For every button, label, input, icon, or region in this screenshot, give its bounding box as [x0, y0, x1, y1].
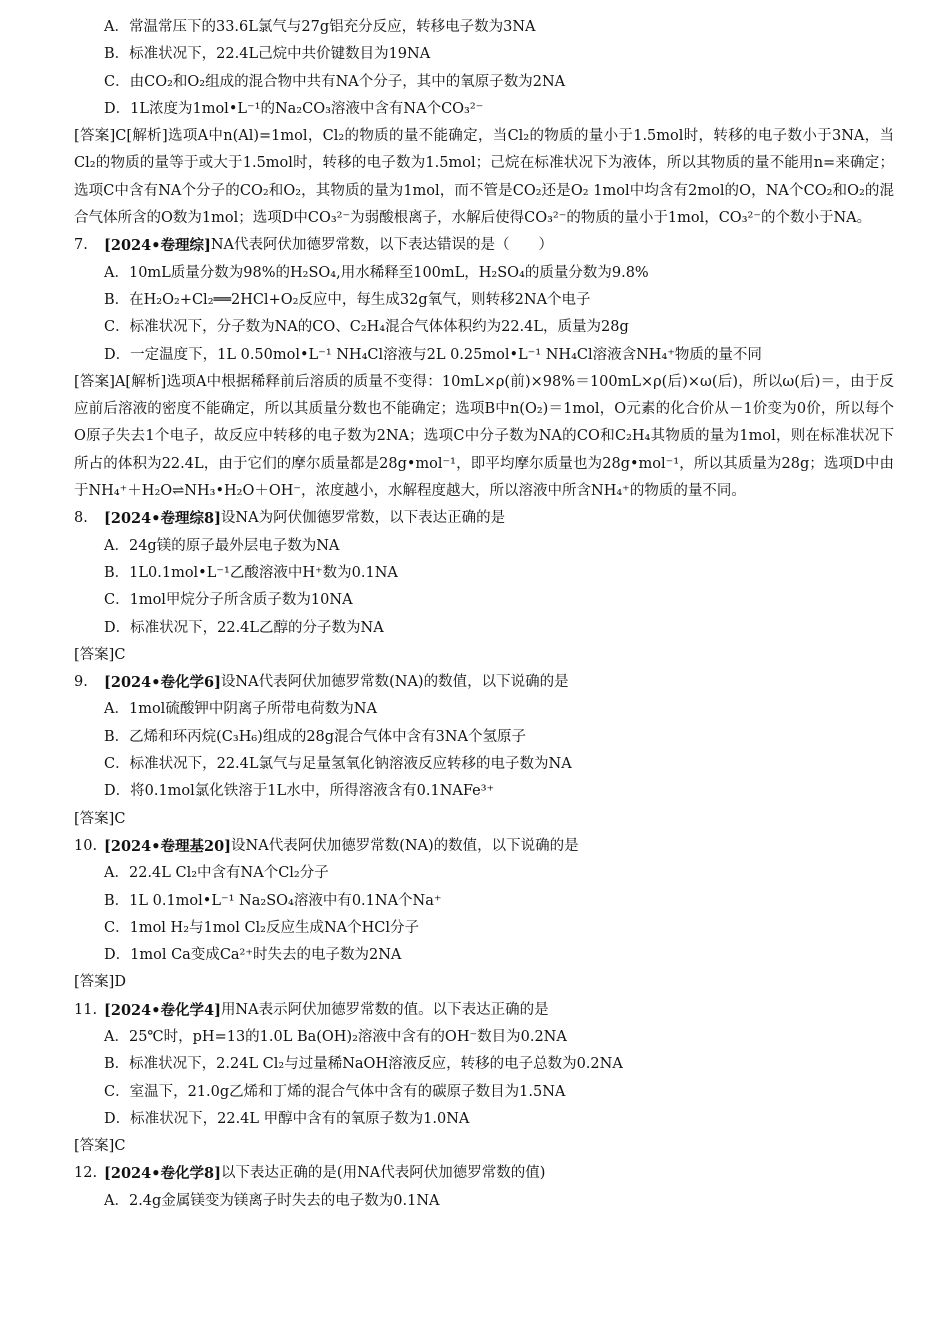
question-12	[74, 1160, 894, 1215]
option-d: D．一定温度下，1L 0.50mol•L⁻¹ NH₄Cl溶液与2L 0.25mol•L⁻¹ NH₄Cl溶液含NH₄⁺物质的量不同	[104, 346, 762, 363]
q6-answer: [答案]C[解析]选项A中n(Al)=1mol，Cl₂的物质的量不能确定，当Cl₂的物质的量小于1.5mol时，转移的电子数小于3NA，当Cl₂的物质的量等于或大于1.5mol时，转移的电子数为1.5mol；己烷在标准状况下为液体，所以其物质的量不能用n=来确定；选项C中含有NA个分子的CO₂和O₂，其物质的量为1mol，而不管是CO₂还是O₂ 1mol中均含有2mol的O，NA个CO₂和O₂的混合气体所含的O数为1mol；选项D中CO₃²⁻为弱酸根离子，水解后使得CO₃²⁻的物质的量小于1mol，CO₃²⁻的个数小于NA。	[74, 128, 894, 227]
question-source: [2024•卷理基20]	[104, 837, 232, 855]
option-a: A．常温常压下的33.6L氯气与27g铝充分反应，转移电子数为3NA	[104, 19, 536, 35]
q6-options	[74, 14, 894, 123]
option-b: B．1L0.1mol•L⁻¹乙酸溶液中H⁺数为0.1NA	[104, 564, 398, 581]
question-7	[74, 232, 894, 505]
question-number: 12.	[74, 1165, 98, 1182]
question-source: [2024•卷化学8]	[104, 1165, 221, 1183]
question-stem: 以下表达正确的是(用NA代表阿伏加德罗常数的值)	[220, 1165, 546, 1182]
option-b: B．在H₂O₂+Cl₂══2HCl+O₂反应中，每生成32g氧气，则转移2NA个电子	[104, 291, 591, 308]
question-stem: 用NA表示阿伏加德罗常数的值。以下表达正确的是	[220, 1001, 549, 1018]
option-a: A．2.4g金属镁变为镁离子时失去的电子数为0.1NA	[104, 1192, 440, 1209]
option-c: C．标准状况下，22.4L氯气与足量氢氧化钠溶液反应转移的电子数为NA	[104, 756, 572, 773]
option-c: C．室温下，21.0g乙烯和丁烯的混合气体中含有的碳原子数目为1.5NA	[104, 1083, 566, 1100]
question-number: 11.	[74, 1001, 98, 1018]
option-c: C．1mol H₂与1mol Cl₂反应生成NA个HCl分子	[104, 919, 420, 936]
question-header	[74, 833, 894, 860]
option-d: D．将0.1mol氯化铁溶于1L水中，所得溶液含有0.1NAFe³⁺	[104, 783, 495, 800]
question-stem: 设NA代表阿伏加德罗常数(NA)的数值，以下说确的是	[231, 837, 579, 854]
question-number: 7.	[74, 237, 88, 254]
answer: [答案]C	[74, 1138, 126, 1155]
option-d: D．标准状况下，22.4L 甲醇中含有的氧原子数为1.0NA	[104, 1110, 470, 1127]
option-b: B．标准状况下，2.24L Cl₂与过量稀NaOH溶液反应，转移的电子总数为0.2NA	[104, 1056, 623, 1073]
option-d: D．1mol Ca变成Ca²⁺时失去的电子数为2NA	[104, 947, 402, 964]
option-c: C．由CO₂和O₂组成的混合物中共有NA个分子，其中的氧原子数为2NA	[104, 73, 566, 90]
question-stem: 设NA为阿伏伽德罗常数，以下表达正确的是	[220, 510, 506, 527]
option-c: C．1mol甲烷分子所含质子数为10NA	[104, 592, 353, 609]
option-d: D．1L浓度为1mol•L⁻¹的Na₂CO₃溶液中含有NA个CO₃²⁻	[104, 100, 484, 117]
question-header	[74, 997, 894, 1024]
answer: [答案]C	[74, 646, 126, 663]
question-header	[74, 1160, 894, 1187]
option-c: C．标准状况下，分子数为NA的CO、C₂H₄混合气体体积约为22.4L，质量为28g	[104, 319, 629, 336]
option-b: B．乙烯和环丙烷(C₃H₆)组成的28g混合气体中含有3NA个氢原子	[104, 728, 526, 745]
question-number: 8.	[74, 510, 88, 527]
option-d: D．标准状况下，22.4L乙醇的分子数为NA	[104, 619, 384, 636]
option-b: B．标准状况下，22.4L己烷中共价键数目为19NA	[104, 46, 431, 63]
question-number: 10.	[74, 837, 98, 854]
question-stem: NA代表阿伏加德罗常数，以下表达错误的是（ ）	[210, 237, 554, 254]
option-a: A．10mL质量分数为98%的H₂SO₄,用水稀释至100mL，H₂SO₄的质量分数为9.8%	[104, 264, 649, 281]
question-source: [2024•卷理综8]	[104, 510, 221, 528]
document-page	[74, 14, 894, 1215]
option-a: A．24g镁的原子最外层电子数为NA	[104, 537, 340, 554]
question-source: [2024•卷理综]	[104, 237, 211, 255]
question-number: 9.	[74, 674, 88, 691]
question-header	[74, 232, 894, 259]
option-a: A．25℃时，pH=13的1.0L Ba(OH)₂溶液中含有的OH⁻数目为0.2NA	[104, 1028, 567, 1045]
answer-explanation: [答案]A[解析]选项A中根据稀释前后溶质的质量不变得：10mL×ρ(前)×98%＝100mL×ρ(后)×ω(后)，所以ω(后)＝，由于反应前后溶液的密度不能确定，所以其质量分数也不能确定；选项B中n(O₂)＝1mol，O元素的化合价从－1价变为0价，所以每个O原子失去1个电子，故反应中转移的电子数为2NA；选项C中分子数为NA的CO和C₂H₄其物质的量为1mol，则在标准状况下所占的体积为22.4L，由于它们的摩尔质量都是28g•mol⁻¹，即平均摩尔质量也为28g•mol⁻¹，所以其质量为28g；选项D中由于NH₄⁺＋H₂O⇌NH₃•H₂O＋OH⁻，浓度越小，水解程度越大，所以溶液中所含NH₄⁺的物质的量不同。	[74, 373, 894, 500]
answer: [答案]C	[74, 810, 126, 827]
answer: [答案]D	[74, 974, 126, 991]
question-10	[74, 833, 894, 997]
question-source: [2024•卷化学6]	[104, 674, 221, 692]
question-9	[74, 669, 894, 833]
question-11	[74, 997, 894, 1161]
question-stem: 设NA代表阿伏加德罗常数(NA)的数值，以下说确的是	[220, 674, 569, 691]
option-a: A．1mol硫酸钾中阴离子所带电荷数为NA	[104, 701, 377, 718]
option-b: B．1L 0.1mol•L⁻¹ Na₂SO₄溶液中有0.1NA个Na⁺	[104, 892, 442, 909]
question-header	[74, 669, 894, 696]
question-source: [2024•卷化学4]	[104, 1001, 221, 1019]
question-8	[74, 505, 894, 669]
question-header	[74, 505, 894, 532]
option-a: A．22.4L Cl₂中含有NA个Cl₂分子	[104, 865, 329, 882]
